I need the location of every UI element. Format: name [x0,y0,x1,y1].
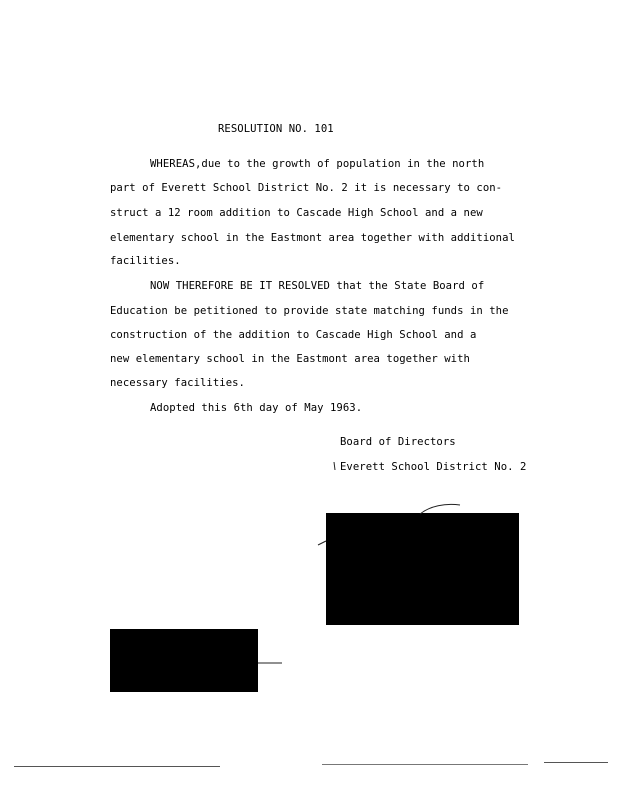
paragraph1-line-1: WHEREAS,due to the growth of population in the north [150,158,485,170]
resolution-title: RESOLUTION NO. 101 [218,123,334,135]
paragraph2-line-1: NOW THEREFORE BE IT RESOLVED that the State Board of [150,280,485,292]
paragraph2-line-3: construction of the addition to Cascade High School and a [110,329,477,341]
paragraph2-line-2: Education be petitioned to provide state matching funds in the [110,305,509,317]
adopted-date-line: Adopted this 6th day of May 1963. [150,402,363,414]
paragraph1-line-4: elementary school in the Eastmont area together with additional [110,232,515,244]
paragraph2-line-4: new elementary school in the Eastmont area together with [110,353,470,365]
signature-district-line: Everett School District No. 2 [340,461,527,473]
paragraph1-line-5: facilities. [110,255,181,267]
footer-rule-right [544,762,608,763]
paragraph2-line-5: necessary facilities. [110,377,245,389]
paragraph1-line-3: struct a 12 room addition to Cascade High School and a new [110,207,483,219]
signature-board-line: Board of Directors [340,436,456,448]
footer-rule-middle [322,764,528,765]
footer-rule-left [14,766,220,767]
paragraph1-line-2: part of Everett School District No. 2 it is necessary to con- [110,182,503,194]
